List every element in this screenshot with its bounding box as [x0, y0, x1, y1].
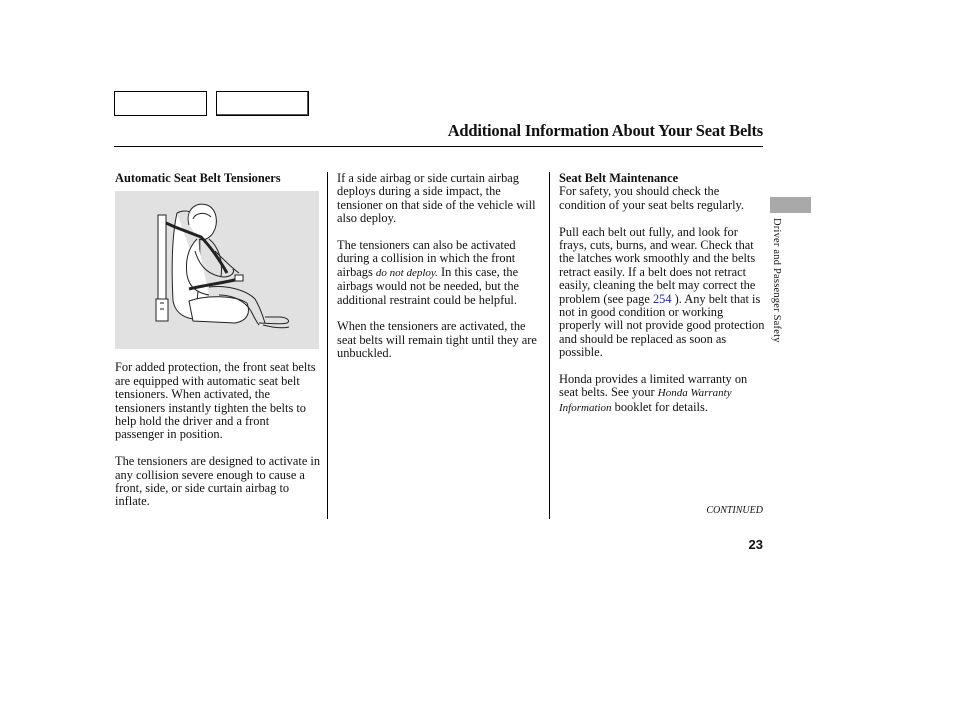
maintenance-paragraph-2: Pull each belt out fully, and look for frays, cuts, burns, and wear. Check that the latches work smoothly and the belts retract easily. If a belt does not retract easily, cleaning the belt may correct the problem (see page 254 ). Any belt that is not in good condition or working properly will not provide good protection and should be replaced as soon as possible. — [559, 224, 765, 360]
column-right — [559, 172, 765, 429]
column-divider — [327, 172, 328, 519]
tensioners-paragraph-2: The tensioners are designed to activate in any collision severe enough to cause a front, side, or side curtain airbag to inflate. — [115, 454, 321, 509]
unbuckled-paragraph: When the tensioners are activated, the seat belts will remain tight until they are unbuckled. — [337, 319, 537, 361]
section-heading-tensioners: Automatic Seat Belt Tensioners — [115, 171, 281, 185]
nav-button-index[interactable] — [216, 91, 309, 116]
section-heading-maintenance: Seat Belt Maintenance — [559, 171, 679, 185]
tensioners-paragraph-1: For added protection, the front seat belts are equipped with automatic seat belt tensioners. When activated, the tensioners instantly tighten the belts to help hold the driver and a front passenger in position. — [115, 360, 316, 442]
seated-passenger-icon — [115, 191, 319, 349]
emphasis-do-not-deploy: do not deploy. — [375, 266, 438, 279]
seat-belt-illustration — [115, 191, 319, 349]
warranty-paragraph: Honda provides a limited warranty on seat belts. See your Honda Warranty Information booklet for details. — [559, 372, 748, 414]
emphasis-warranty-booklet: Honda Warranty Information — [559, 387, 732, 414]
side-airbag-paragraph: If a side airbag or side curtain airbag deploys during a side impact, the tensioner on that side of the vehicle will also deploy. — [337, 171, 536, 226]
column-middle — [337, 172, 543, 374]
section-tab-marker[interactable] — [770, 197, 811, 213]
nav-button-contents[interactable] — [114, 91, 207, 116]
continued-label: CONTINUED — [706, 505, 763, 516]
page-254-link[interactable]: 254 — [652, 291, 672, 306]
page-title: Additional Information About Your Seat Belts — [447, 121, 763, 140]
column-divider — [549, 172, 550, 519]
title-rule — [114, 146, 763, 147]
page-number: 23 — [748, 537, 763, 552]
section-side-label: Driver and Passenger Safety — [771, 218, 782, 343]
column-left — [115, 172, 321, 522]
activation-paragraph: The tensioners can also be activated during a collision in which the front airbags do not deploy. In this case, the airbags would not be needed, but the additional restraint could be helpful. — [337, 238, 520, 307]
maintenance-paragraph-1: For safety, you should check the condition of your seat belts regularly. — [559, 184, 745, 212]
